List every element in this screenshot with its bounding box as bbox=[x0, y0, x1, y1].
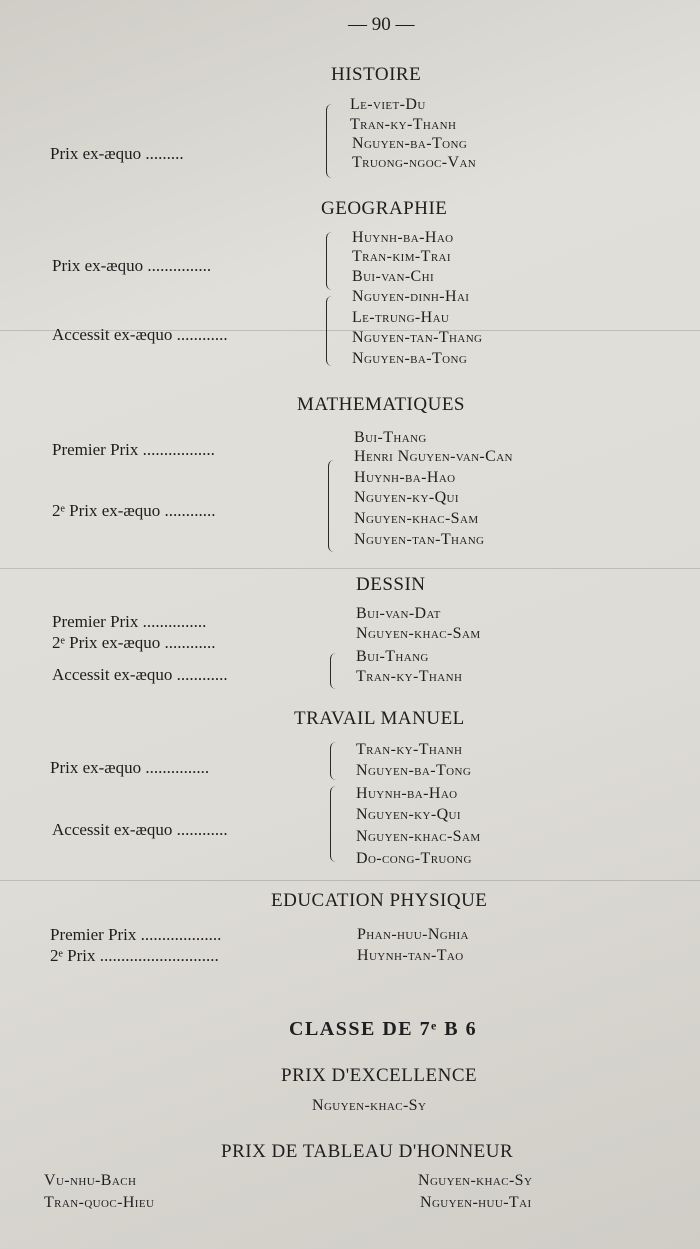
brace bbox=[328, 460, 337, 552]
laureate-name: Nguyen-tan-Thang bbox=[354, 531, 485, 548]
laureate-name: Nguyen-khac-Sam bbox=[356, 828, 481, 845]
brace bbox=[330, 786, 339, 862]
laureate-name: Nguyen-ky-Qui bbox=[356, 806, 461, 823]
section-heading-education-physique: EDUCATION PHYSIQUE bbox=[271, 890, 488, 911]
section-heading-travail-manuel: TRAVAIL MANUEL bbox=[294, 708, 465, 729]
laureate-name: Huynh-ba-Hao bbox=[352, 229, 454, 246]
section-heading-geographie: GEOGRAPHIE bbox=[321, 198, 448, 219]
laureate-name: Truong-ngoc-Van bbox=[352, 154, 477, 171]
laureate-name: Tran-ky-Thanh bbox=[350, 116, 457, 133]
prize-label: 2ᵉ Prix ex-æquo ............ bbox=[52, 633, 216, 652]
brace bbox=[326, 296, 335, 366]
honor-name: Nguyen-khac-Sy bbox=[418, 1172, 533, 1189]
scan-artifact bbox=[0, 568, 700, 569]
section-heading-mathematiques: MATHEMATIQUES bbox=[297, 394, 465, 415]
laureate-name: Bui-van-Chi bbox=[352, 268, 435, 285]
laureate-name: Huynh-tan-Tao bbox=[357, 947, 464, 964]
laureate-name: Le-trung-Hau bbox=[352, 309, 450, 326]
brace bbox=[326, 232, 335, 290]
class-title: CLASSE DE 7ᵉ B 6 bbox=[289, 1018, 478, 1040]
excellence-name: Nguyen-khac-Sy bbox=[312, 1097, 427, 1114]
brace bbox=[330, 653, 339, 689]
laureate-name: Nguyen-tan-Thang bbox=[352, 329, 483, 346]
prize-label: Premier Prix ................. bbox=[52, 440, 215, 459]
laureate-name: Bui-Thang bbox=[356, 648, 429, 665]
brace bbox=[330, 742, 339, 780]
laureate-name: Nguyen-ky-Qui bbox=[354, 489, 459, 506]
prize-label: Prix ex-æquo ......... bbox=[50, 144, 184, 163]
laureate-name: Nguyen-dinh-Hai bbox=[352, 288, 470, 305]
laureate-name: Tran-kim-Trai bbox=[352, 248, 451, 265]
laureate-name: Nguyen-ba-Tong bbox=[352, 135, 468, 152]
prize-label: Premier Prix ................... bbox=[50, 925, 222, 944]
laureate-name: Nguyen-ba-Tong bbox=[352, 350, 468, 367]
laureate-name: Henri Nguyen-van-Can bbox=[354, 448, 513, 465]
prize-label: Accessit ex-æquo ............ bbox=[52, 665, 228, 684]
laureate-name: Bui-van-Dat bbox=[356, 605, 441, 622]
section-heading-histoire: HISTOIRE bbox=[331, 64, 422, 85]
laureate-name: Nguyen-khac-Sam bbox=[356, 625, 481, 642]
section-heading-dessin: DESSIN bbox=[356, 574, 426, 595]
page-number: — 90 — bbox=[348, 14, 415, 35]
prize-label: Premier Prix ............... bbox=[52, 612, 207, 631]
honor-name: Nguyen-huu-Tai bbox=[420, 1194, 532, 1211]
prize-label: 2ᵉ Prix ............................ bbox=[50, 946, 219, 965]
laureate-name: Nguyen-ba-Tong bbox=[356, 762, 472, 779]
prize-label: Prix ex-æquo ............... bbox=[52, 256, 212, 275]
prize-label: Accessit ex-æquo ............ bbox=[52, 325, 228, 344]
honor-name: Tran-quoc-Hieu bbox=[44, 1194, 155, 1211]
honor-name: Vu-nhu-Bach bbox=[44, 1172, 137, 1189]
laureate-name: Do-cong-Truong bbox=[356, 850, 472, 867]
laureate-name: Phan-huu-Nghia bbox=[357, 926, 469, 943]
laureate-name: Le-viet-Du bbox=[350, 96, 426, 113]
excellence-heading: PRIX D'EXCELLENCE bbox=[281, 1065, 478, 1086]
prize-label: 2ᵉ Prix ex-æquo ............ bbox=[52, 501, 216, 520]
tableau-heading: PRIX DE TABLEAU D'HONNEUR bbox=[221, 1141, 514, 1162]
laureate-name: Bui-Thang bbox=[354, 429, 427, 446]
laureate-name: Tran-ky-Thanh bbox=[356, 668, 463, 685]
laureate-name: Nguyen-khac-Sam bbox=[354, 510, 479, 527]
prize-label: Prix ex-æquo ............... bbox=[50, 758, 210, 777]
scan-artifact bbox=[0, 880, 700, 881]
laureate-name: Huynh-ba-Hao bbox=[356, 785, 458, 802]
laureate-name: Tran-ky-Thanh bbox=[356, 741, 463, 758]
laureate-name: Huynh-ba-Hao bbox=[354, 469, 456, 486]
prize-label: Accessit ex-æquo ............ bbox=[52, 820, 228, 839]
brace bbox=[326, 104, 335, 178]
